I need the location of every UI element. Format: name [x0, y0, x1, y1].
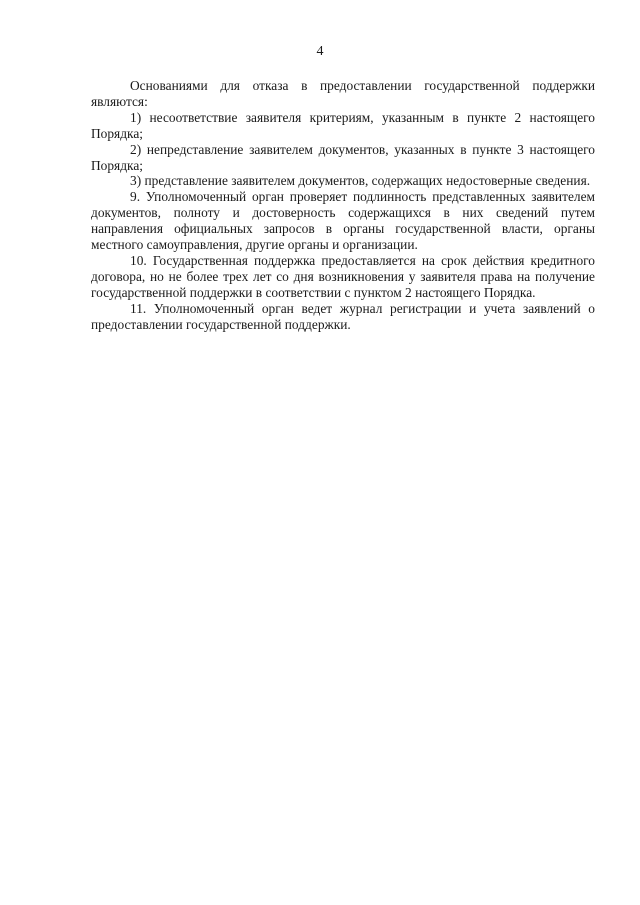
page-number: 4 [316, 44, 324, 59]
paragraph-ground-3: 3) представление заявителем документов, содержащих недостоверные сведения. [130, 173, 591, 189]
paragraph-item-10: 10. Государственная поддержка предоставляется на срок действия кредитного договора, но не более трех лет со дня возникновения у заявителя права на получение государственной поддержки в соответствии с пунктом 2 настоящего Порядка. [91, 252, 595, 300]
paragraph-ground-2: 2) непредставление заявителем документов, указанных в пункте 3 настоящего Порядка; [91, 141, 595, 173]
paragraph-item-11: 11. Уполномоченный орган ведет журнал регистрации и учета заявлений о предоставлении государственной поддержки. [91, 300, 595, 332]
paragraph-ground-1: 1) несоответствие заявителя критериям, указанным в пункте 2 настоящего Порядка; [91, 109, 595, 141]
paragraph-refusal-grounds: Основаниями для отказа в предоставлении государственной поддержки являются: [91, 78, 595, 109]
document-body [91, 78, 595, 333]
paragraph-item-9: 9. Уполномоченный орган проверяет подлинность представленных заявителем документов, полноту и достоверность содержащихся в них сведений путем направления официальных запросов в органы государственной власти, органы местного самоуправления, другие органы и организации. [91, 189, 595, 253]
